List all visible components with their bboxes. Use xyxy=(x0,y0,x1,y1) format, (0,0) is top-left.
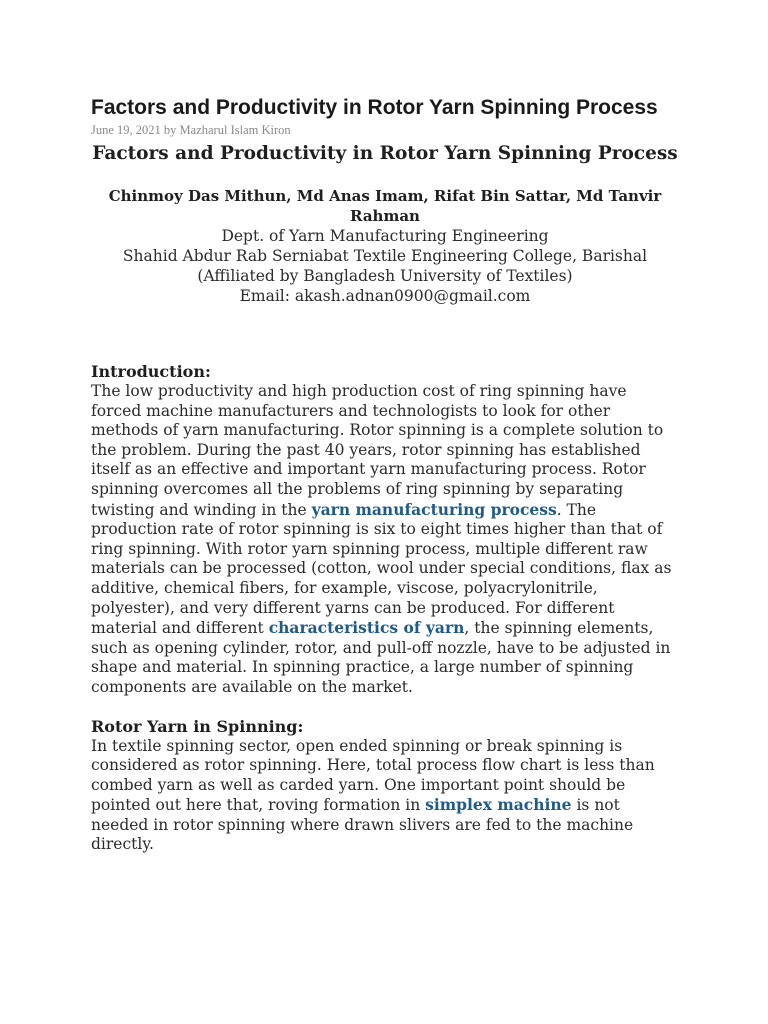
rotor-text-2: is not needed in rotor spinning where drawn slivers are fed to the machine directly. xyxy=(91,796,634,854)
post-meta xyxy=(91,122,679,138)
post-date: June 19, 2021 xyxy=(91,123,161,137)
rotor-text-1: In textile spinning sector, open ended spinning or break spinning is considered as rotor spinning. Here, total process flow chart is less than combed yarn as well as carded yarn. One important point should be pointed out here that, roving formation in xyxy=(91,736,655,815)
characteristics-of-yarn-link[interactable]: characteristics of yarn xyxy=(268,618,465,638)
intro-text-1: The low productivity and high production cost of ring spinning have forced machine manufacturers and technologists to look for other methods of yarn manufacturing. Rotor spinning is a complete solution to the problem. During the past 40 years, rotor spinning has established itself as an effective and important yarn manufacturing process. Rotor spinning overcomes all the problems of ring spinning by separating twisting and winding in the xyxy=(91,382,664,519)
article-authors: Chinmoy Das Mithun, Md Anas Imam, Rifat Bin Sattar, Md Tanvir Rahman xyxy=(108,187,662,225)
email: Email: akash.adnan0900@gmail.com xyxy=(239,287,531,305)
introduction-paragraph xyxy=(91,382,679,698)
affiliation: (Affiliated by Bangladesh University of Textiles) xyxy=(197,267,573,285)
post-author: Mazharul Islam Kiron xyxy=(179,123,291,137)
spacer xyxy=(91,698,679,717)
rotor-paragraph xyxy=(91,737,679,856)
post-by: by xyxy=(163,123,177,137)
introduction-heading: Introduction: xyxy=(91,362,211,381)
intro-text-3: , the spinning elements, such as opening cylinder, rotor, and pull-off nozzle, have to be adjusted in shape and material. In spinning practice, a large number of spinning components are available on the market. xyxy=(91,619,671,696)
article-page xyxy=(91,94,679,855)
post-title: Factors and Productivity in Rotor Yarn Spinning Process xyxy=(91,96,658,119)
college: Shahid Abdur Rab Serniabat Textile Engineering College, Barishal xyxy=(122,247,648,265)
yarn-manufacturing-process-link[interactable]: yarn manufacturing process xyxy=(311,499,557,519)
department: Dept. of Yarn Manufacturing Engineering xyxy=(221,227,549,245)
intro-text-2: . The production rate of rotor spinning is six to eight times higher than that of ring spinning. With rotor yarn spinning process, multiple different raw materials can be processed (cotton, wool under special conditions, flax as additive, chemical fibers, for example, viscose, polyacrylonitrile, polyester), and very different yarns can be produced. For different material and different xyxy=(91,500,672,638)
simplex-machine-link[interactable]: simplex machine xyxy=(425,795,572,815)
rotor-heading: Rotor Yarn in Spinning: xyxy=(91,716,304,736)
article-title: Factors and Productivity in Rotor Yarn Spinning Process xyxy=(92,143,678,164)
